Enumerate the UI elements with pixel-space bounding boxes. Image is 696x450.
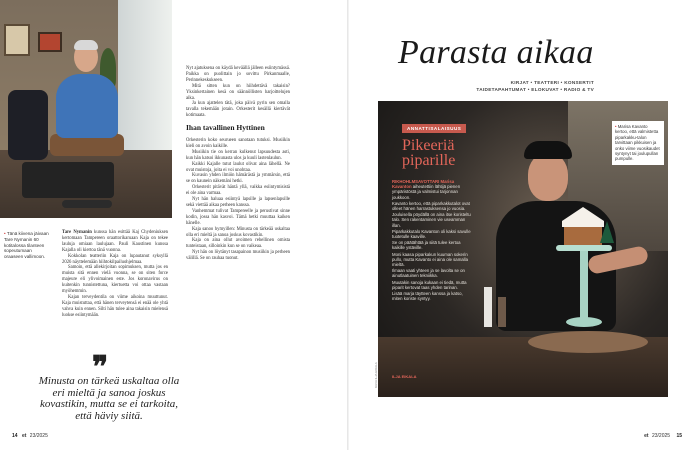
feature-tag: ANNATTISALAISUUS [402,124,466,133]
page-number: 14 [12,433,18,439]
paragraph: Muutakin sanoja kukaan ei tiedä, mutta piparit kertovat taas yhden tarinan. [392,279,467,290]
paragraph: Samoin, että allekirjoitan sopimuksen, mutta jos en muista sitä ennen vielä vuonna, se on siten force majeure eli ylivoimainen este. Jos koronavirus on kuitenkin tunnistettuna, kiertuetta voi ottaa vastaan myöhemmin. [62,265,168,295]
brand-logo: et [644,433,649,439]
paragraph: Lisää marja täytteen kanssa ja katso, miten koriste syntyy. [392,291,463,302]
paragraph: Musiikin tie on kerran kulkenut lapsuudesta asti, kun hän katsoi ikkunasta ulos ja kuuli lastenlaulun. [186,149,290,161]
photo-caption-left [4,231,52,260]
feature-body: RIKHOHLMSAVOTTARI Marisa Kavanton aiheutettiin lähtijä pienen ympäristöstä ja valmistui tarjonnan joukkoon. Kavanto kertoo, että piparkakkutalot ovat olleet hänen harrastuksensa jo vuosia. Jouluisella pöydällä on aina itse koristeltu talo. Sen rakentaminen vie useamman illan. Piparkakkutalo Kavanton oli kaksi savulle tuotetulle kaaville. Se on päätähtää ja siitä tulee kertoa kaikille ystäville. Moni kaasa piparkakun kuuman sokerin pullo, mutta Kavanto ei aina ole samalla mieltä. Ilmaan vaati yhteen ja se lavolta se on ainutlaatuinen tekniikka. Muutakin sanoja kukaan ei tiedä, mutta piparit kertovat taas yhden tarinan. Lisää marja täytteen kanssa ja katso, miten koriste syntyy. [392,179,471,302]
photo-credit: KUVA ILJA EIKALA [374,362,378,388]
paragraph: Kaja sanoo hymyillen: Minusta on tärkeää uskaltaa olla eri mieltä ja sanoa joskus kovastikin. [186,226,290,238]
section-title: Parasta aikaa [398,34,594,71]
paragraph: Nyt hän haluaa esiintyä lapsille ja lapsenlapsille sekä viettää aikaa perheen kanssa. [186,197,290,208]
paragraph: Mitä sitten kun on hiihdettävä takaisin? Yksinkertainen kesä on säännöllisten harjoittelujen aika. [186,83,290,101]
body-column-2-top [186,66,290,119]
pull-quote: Minusta on tärkeä uskaltaa olla eri mieltä ja sanoa joskus kovastikin, mutta se ei tarkoita, että häviy siitä. [38,375,180,422]
subheading: Ihan tavallinen Hyttinen [186,123,265,132]
paragraph: Orkesterin koko seurueen sanotaan tutuksi. Musiikin kieli on avoin kaikille. [186,138,290,149]
portrait-photo [0,0,172,218]
issue-number: 23/2025 [651,433,671,439]
section-categories-line-2: TAIDETAPAHTUMAT • ELOKUVAT • RADIO & TV [476,86,594,92]
page-gutter [347,0,349,450]
feature-byline: ILJA EIKALA [392,374,417,379]
issue-number: 23/2025 [29,433,48,439]
quote-mark-icon: ❞ [92,351,109,384]
caption-text: Tänä kiivena jäivaan Tare Nymanin 60 kotitalossa tilanteen sopeutumaan oraaseen vallimoon. [4,231,49,260]
paragraph: Se on päätähtää ja siitä tulee kertoa kaikille ystäville. [392,240,461,251]
paragraph: Kaja on aina ollut avoimen rehellinen omista tunteistaan, silloinkin kun se on vaikeaa. [186,238,290,250]
paragraph: Jouluisella pöydällä on aina itse koristeltu talo. Sen rakentaminen vie useamman illan. [392,212,471,228]
feature-title: Pikeeriä piparille [402,137,456,169]
feature-photo-caption [612,121,664,165]
paragraph: Nyt hän on löytänyt tasapainon musiikin ja perheen välillä. Se on rauhaa tuonut. [186,250,290,262]
paragraph: Piparkakkutalo Kavanton oli kaksi savulle tuotetulle kaaville. [392,228,471,240]
body-column-1 [62,230,168,319]
caption-text: Marisa Kavanto kertoo, että valmistetta piparkakku-talon tarvittaan pikkuisen ja onko viime vuosikaudet syntynyt tai joulupullan pumpulle. [615,124,660,162]
paragraph: Kavanto kertoo, että piparkakkutalot ovat olleet hänen harrastuksensa jo vuosia. [392,200,470,212]
section-subtitle [470,80,594,93]
paragraph: Kajan terveydentila on viime aikoina muuttunut. Kaja muistuttaa, että hänen terveytensä ei enää ole yhtä vahva kuin ennen. Silti hän tulee aina takaisin mielensä luokse esiintymään. [62,294,168,318]
paragraph: Tare Nymanin kunssa hän esittää Kaj Chydeniuksen kertomaan Tampereen oraattorikaruaan Kaja on tekee lauluja omiaan laulujaan. Pauli Kaustinen kunssa Kajalla oli kiertoa tänä vuonna. [62,230,168,253]
brand-logo: et [21,433,27,439]
paragraph: Moni kaasa piparkakun kuuman sokerin pullo, mutta Kavanto ei aina ole samalla mieltä. [392,251,468,268]
paragraph: Kuvasin yhden ilmiön hämärästä ja ymmärsin, että se on kaunein näkemäni hetki. [186,173,290,185]
section-categories-line-1: KIRJAT • TEATTERI • KONSERTIT [510,80,594,85]
caption-bullet-icon: • [615,124,617,129]
paragraph: Ja kun ajattelen tätä, joka päivä pyrin sen omalla tavalla tekemään jotain. Orkesterit kesällä kiertävät kotimaata. [186,101,290,119]
caption-bullet-icon: • [4,231,6,236]
page-number: 15 [676,433,682,439]
feature-lead: RIKHOHLMSAVOTTARI Marisa Kavanton [392,179,455,190]
footer-right [600,433,682,439]
paragraph: Orkesterit pitävät häntä yllä, vaikka esiintymisistä ei ole aina varmaa. [186,185,290,197]
paragraph: Ilmaan vaati yhteen ja se lavolta se on ainutlaatuinen tekniikka. [392,268,465,279]
paragraph: Nyt ajatuksena on käydä keväällä jälleen esiintymässä. Paikka on puolittain jo sovittu Pirkanmaalle, Perinnekeskukseen. [186,66,290,83]
body-column-2-bottom [186,138,290,262]
footer-left [12,433,48,439]
paragraph: Kokkolan teatteriin Kaja on lupautanut syksyllä 2026 näyttelemään hiihtokilpailuohjelmaa. [62,253,168,265]
paragraph: Vanhemmat tulivat Tampereelle ja perustivat sinne kodin, jossa hän kasvoi. Tämä hetki muuttaa kaiken hänelle. [186,208,290,226]
paragraph: Kaikki Kajalle tutut laulut olivat aina lähellä. Ne ovat muistoja, joita ei voi unohtaa. [186,161,290,173]
